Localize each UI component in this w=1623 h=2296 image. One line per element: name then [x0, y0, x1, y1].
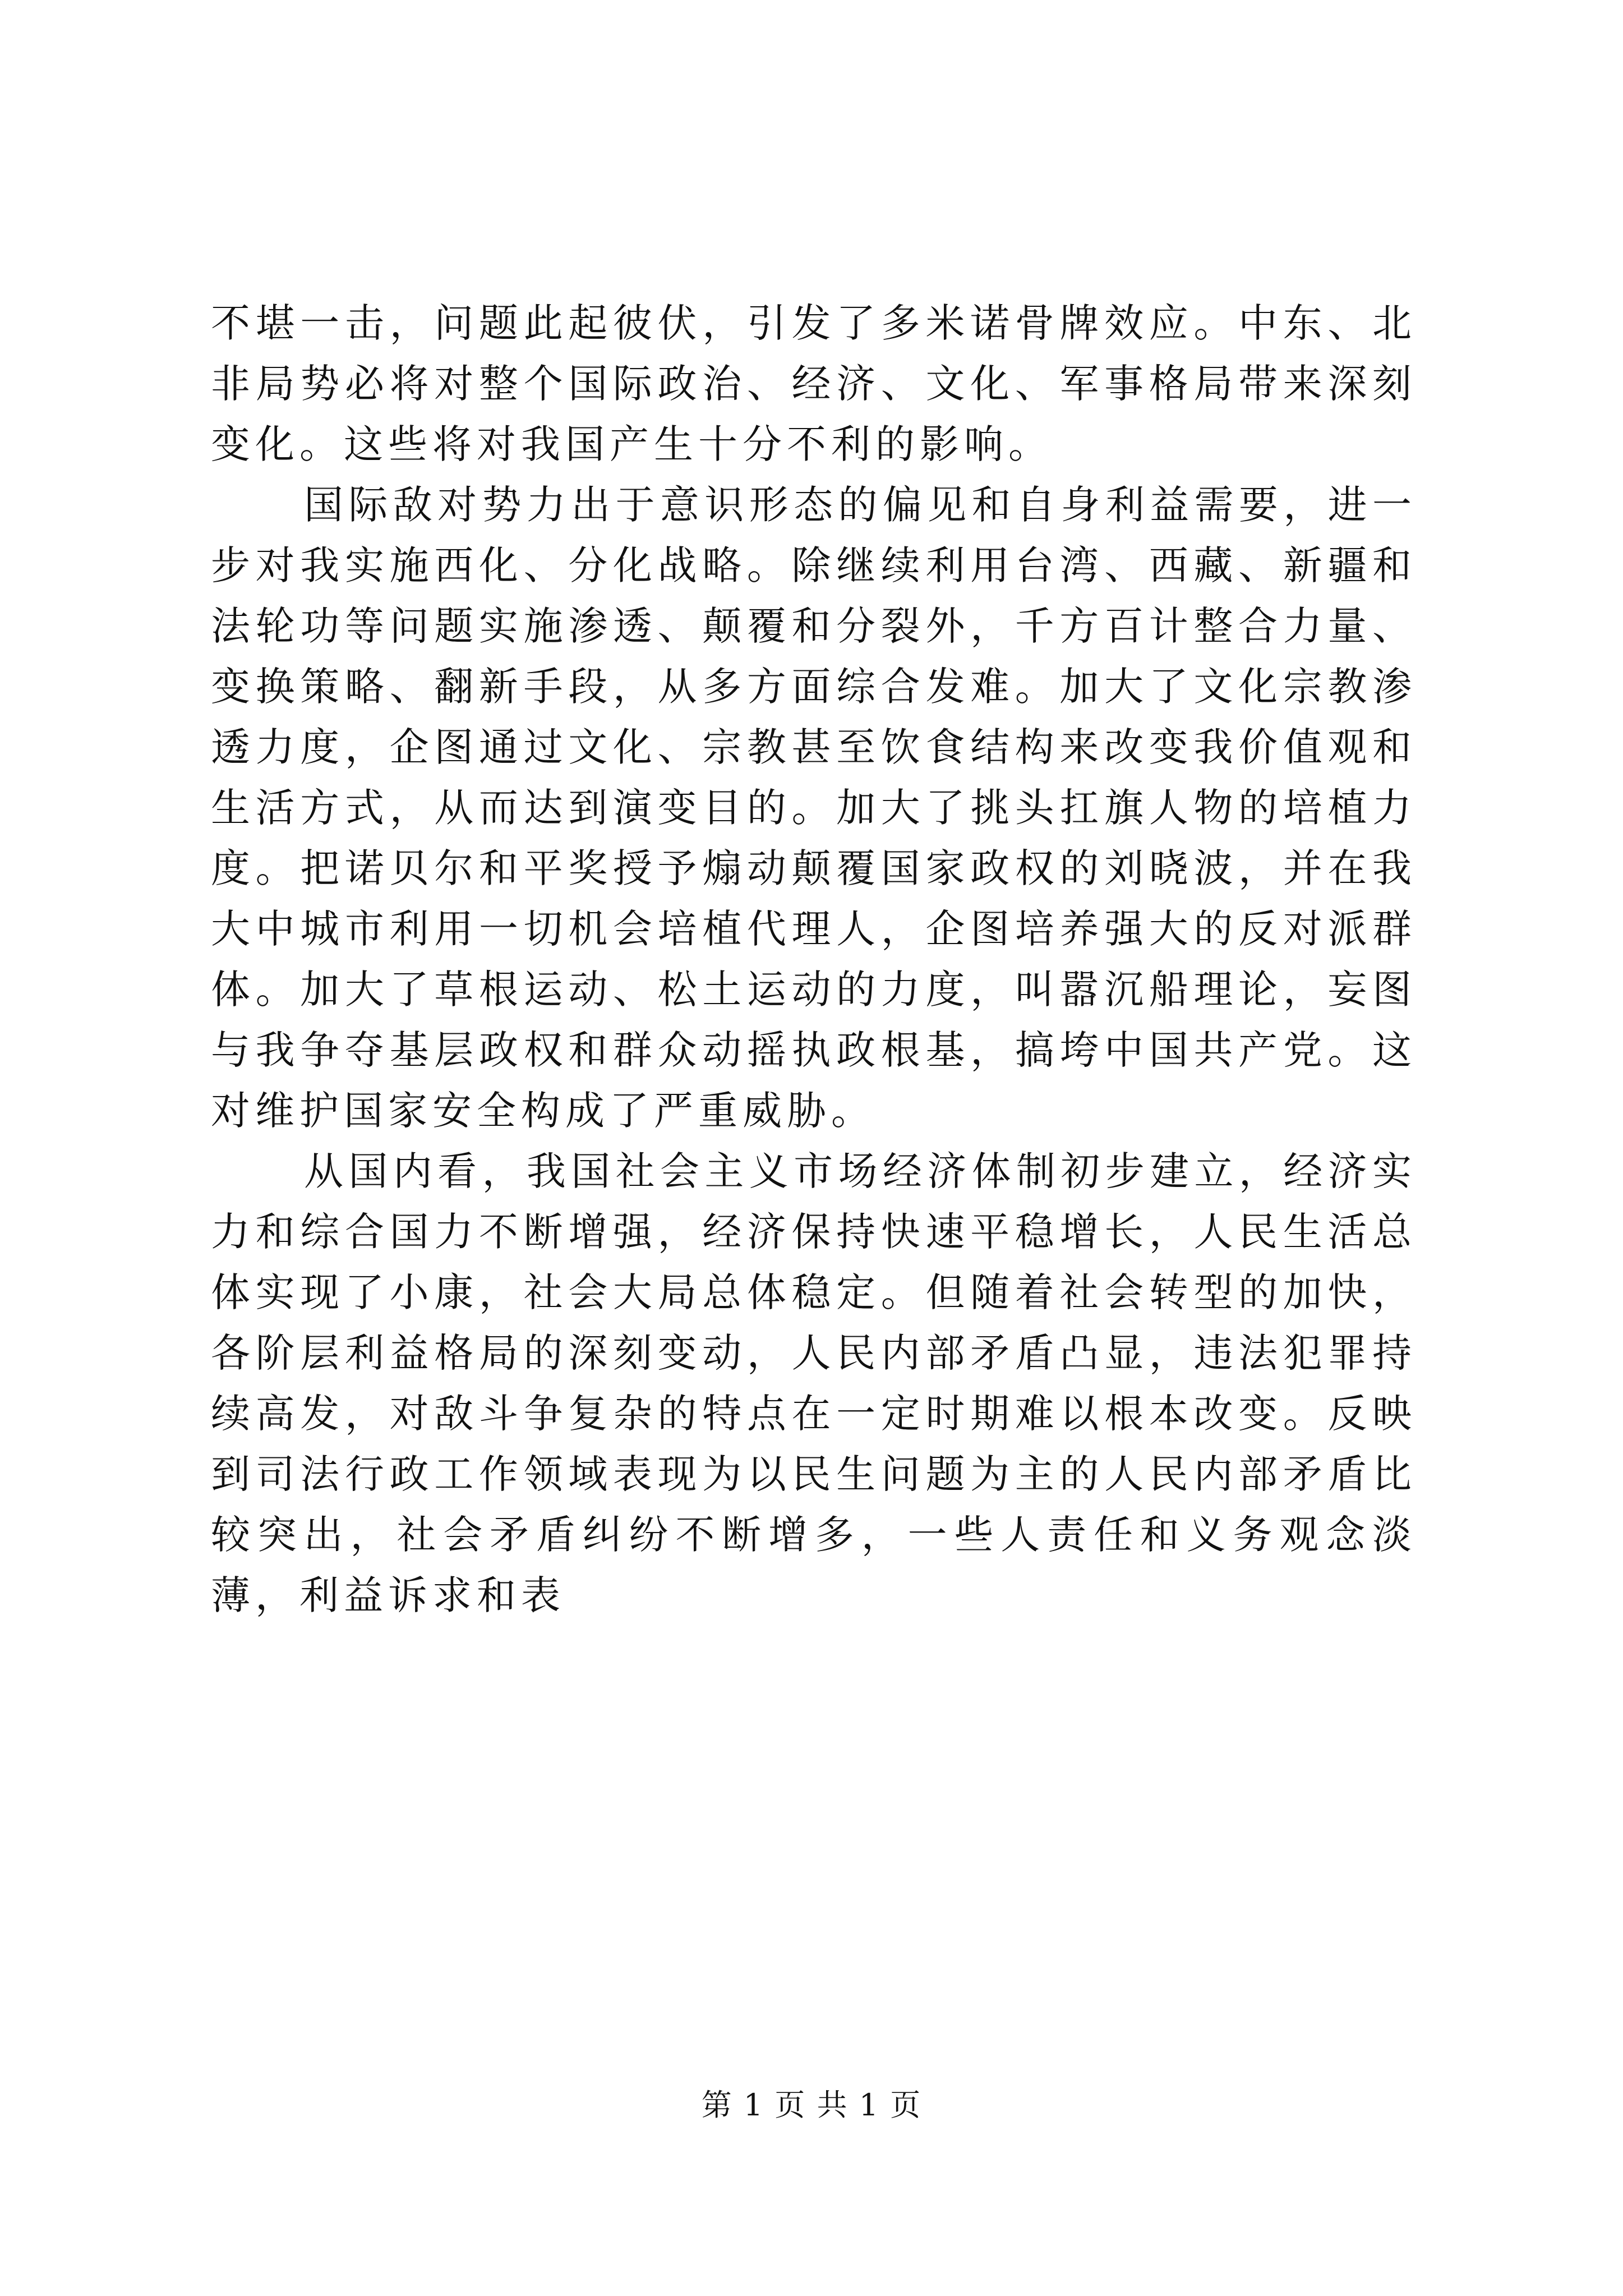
page-footer: 第 1 页 共 1 页	[701, 2087, 922, 2123]
paragraph-domestic-situation: 从国内看，我国社会主义市场经济体制初步建立，经济实力和综合国力不断增强，经济保持快速平稳增长，人民生活总体实现了小康，社会大局总体稳定。但随着社会转型的加快，各阶层利益格局的深刻变动，人民内部矛盾凸显，违法犯罪持续高发，对敌斗争复杂的特点在一定时期难以根本改变。反映到司法行政工作领域表现为以民生问题为主的人民内部矛盾比较突出，社会矛盾纠纷不断增多，一些人责任和义务观念淡薄，利益诉求和表	[211, 1148, 1417, 1618]
document-body	[211, 293, 1417, 1626]
paragraph-hostile-forces: 国际敌对势力出于意识形态的偏见和自身利益需要，进一步对我实施西化、分化战略。除继续利用台湾、西藏、新疆和法轮功等问题实施渗透、颠覆和分裂外，千方百计整合力量、变换策略、翻新手段，从多方面综合发难。加大了文化宗教渗透力度，企图通过文化、宗教甚至饮食结构来改变我价值观和生活方式，从而达到演变目的。加大了挑头扛旗人物的培植力度。把诺贝尔和平奖授予煽动颠覆国家政权的刘晓波，并在我大中城市利用一切机会培植代理人，企图培养强大的反对派群体。加大了草根运动、松土运动的力度，叫嚣沉船理论，妄图与我争夺基层政权和群众动摇执政根基，搞垮中国共产党。这对维护国家安全构成了严重威胁。	[211, 482, 1417, 1134]
paragraph-continuation: 不堪一击，问题此起彼伏，引发了多米诺骨牌效应。中东、北非局势必将对整个国际政治、经济、文化、军事格局带来深刻变化。这些将对我国产生十分不利的影响。	[211, 300, 1417, 467]
